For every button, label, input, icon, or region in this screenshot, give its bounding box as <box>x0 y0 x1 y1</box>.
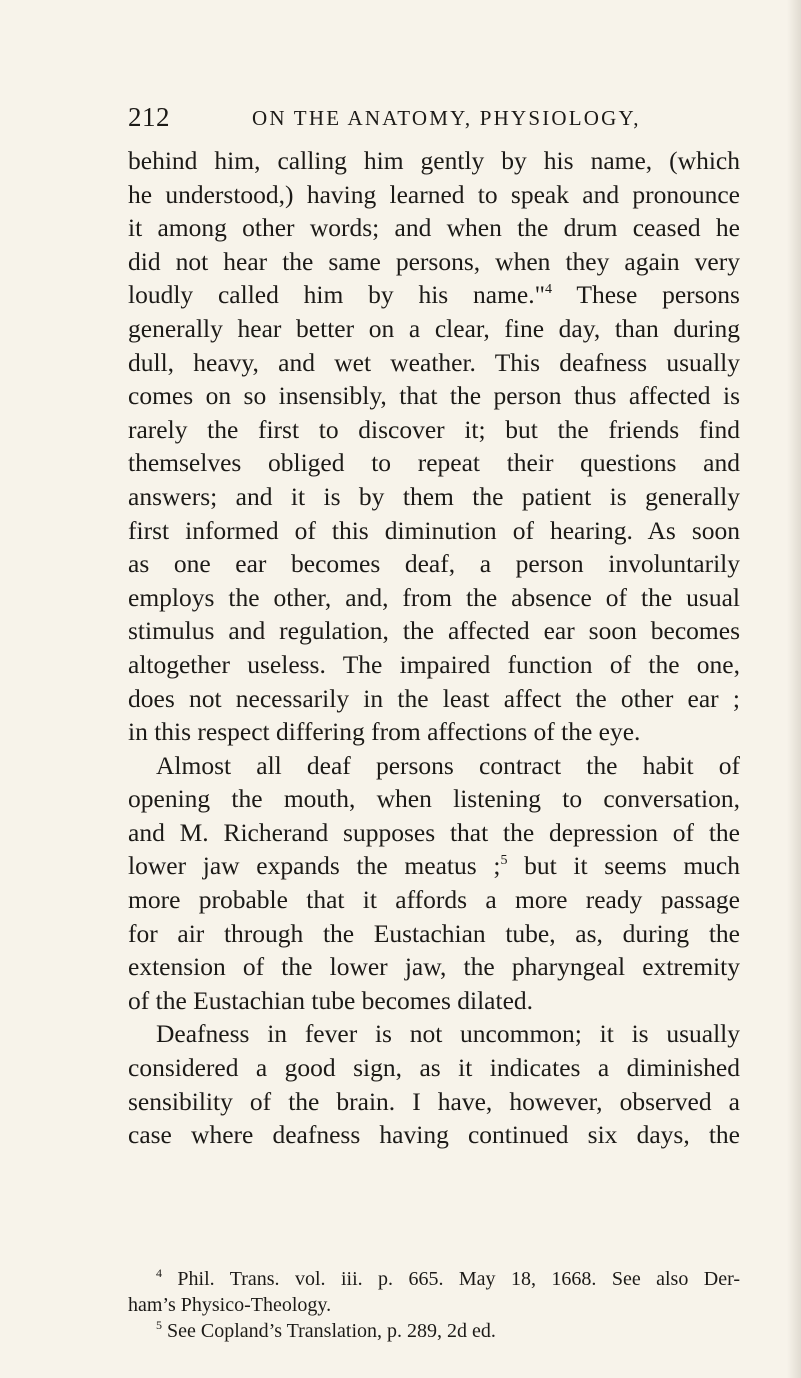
text-line-content: first informed of this diminution of hearing. As soon <box>128 515 740 545</box>
text-line <box>128 883 740 917</box>
text-line <box>128 480 740 514</box>
text-line <box>128 648 740 682</box>
footnote-reference: 4 <box>545 282 553 298</box>
text-line-content: more probable that it affords a more ready passage <box>128 885 740 915</box>
text-line <box>128 682 740 716</box>
text-line-content: lower jaw expands the meatus ; <box>128 851 501 881</box>
text-line <box>128 144 740 178</box>
footnote-text: ham’s Physico-Theology. <box>128 1294 332 1316</box>
text-line-content: altogether useless. The impaired function of the one, <box>128 649 740 679</box>
text-line <box>128 211 740 245</box>
footnotes <box>128 1266 740 1344</box>
text-line <box>128 984 740 1018</box>
text-line <box>128 715 740 749</box>
text-line-content: of the Eustachian tube becomes dilated. <box>128 985 534 1015</box>
text-line-content: Almost all deaf persons contract the habit of <box>156 750 740 780</box>
text-line-content: does not necessarily in the least affect the other ear ; <box>128 683 740 713</box>
page-number: 212 <box>128 102 170 132</box>
text-line-content: answers; and it is by them the patient is generally <box>128 481 740 511</box>
text-line-content: as one ear becomes deaf, a person involuntarily <box>128 549 740 579</box>
text-line <box>128 782 740 816</box>
text-line <box>128 312 740 346</box>
text-line-content: dull, heavy, and wet weather. This deafness usually <box>128 347 740 377</box>
body-text <box>128 144 740 1152</box>
text-line <box>128 1085 740 1119</box>
text-line-content: extension of the lower jaw, the pharyngeal extremity <box>128 952 740 982</box>
text-line-content: generally hear better on a clear, fine day, than during <box>128 313 740 343</box>
text-line <box>128 581 740 615</box>
footnote-text: See Copland’s Translation, p. 289, 2d ed. <box>162 1320 496 1342</box>
footnote-reference: 5 <box>500 853 508 869</box>
text-line-content: and M. Richerand supposes that the depression of the <box>128 817 740 847</box>
footnote-text: Phil. Trans. vol. iii. p. 665. May 18, 1668. See also Der- <box>162 1268 740 1290</box>
footnote-mark: 5 <box>156 1318 162 1332</box>
text-line-content: stimulus and regulation, the affected ear soon becomes <box>128 616 740 646</box>
text-line <box>128 1118 740 1152</box>
text-line <box>128 1017 740 1051</box>
text-line <box>128 816 740 850</box>
footnote-line <box>128 1266 740 1292</box>
text-line-content: opening the mouth, when listening to conversation, <box>128 784 740 814</box>
page-header <box>128 102 728 136</box>
text-line-content: in this respect differing from affections of the eye. <box>128 717 641 747</box>
text-line-content: employs the other, and, from the absence of the usual <box>128 582 740 612</box>
text-line-content: it among other words; and when the drum ceased he <box>128 213 740 243</box>
footnote-line <box>128 1318 740 1344</box>
text-line <box>128 278 740 312</box>
text-line-content: Deafness in fever is not uncommon; it is usually <box>156 1019 740 1049</box>
text-line <box>128 1051 740 1085</box>
text-line <box>128 614 740 648</box>
footnote-mark: 4 <box>156 1266 162 1280</box>
text-line-content: behind him, calling him gently by his name, (which <box>128 146 740 175</box>
text-line <box>128 379 740 413</box>
text-line <box>128 849 740 883</box>
text-line-content: loudly called him by his name." <box>128 280 546 310</box>
page-edge-shadow <box>787 0 801 1378</box>
text-line <box>128 514 740 548</box>
text-line-content: comes on so insensibly, that the person thus affected is <box>128 381 740 411</box>
footnote-line <box>128 1292 740 1318</box>
text-line <box>128 346 740 380</box>
text-line <box>128 245 740 279</box>
text-line <box>128 950 740 984</box>
text-line-content: for air through the Eustachian tube, as, during the <box>128 918 740 948</box>
text-line-content: case where deafness having continued six days, the <box>128 1120 740 1150</box>
text-line-content: rarely the first to discover it; but the friends find <box>128 414 740 444</box>
text-line <box>128 413 740 447</box>
text-line-continuation: These persons <box>552 280 740 310</box>
text-line-content: sensibility of the brain. I have, however, observed a <box>128 1086 740 1116</box>
text-line <box>128 178 740 212</box>
text-line-content: themselves obliged to repeat their questions and <box>128 448 740 478</box>
text-line-content: considered a good sign, as it indicates a diminished <box>128 1053 740 1083</box>
text-line-content: he understood,) having learned to speak and pronounce <box>128 179 740 209</box>
running-head: ON THE ANATOMY, PHYSIOLOGY, <box>252 106 641 130</box>
text-line <box>128 917 740 951</box>
text-line-content: did not hear the same persons, when they again very <box>128 246 740 276</box>
text-line <box>128 547 740 581</box>
text-line <box>128 749 740 783</box>
text-line <box>128 446 740 480</box>
text-line-continuation: but it seems much <box>507 851 740 881</box>
